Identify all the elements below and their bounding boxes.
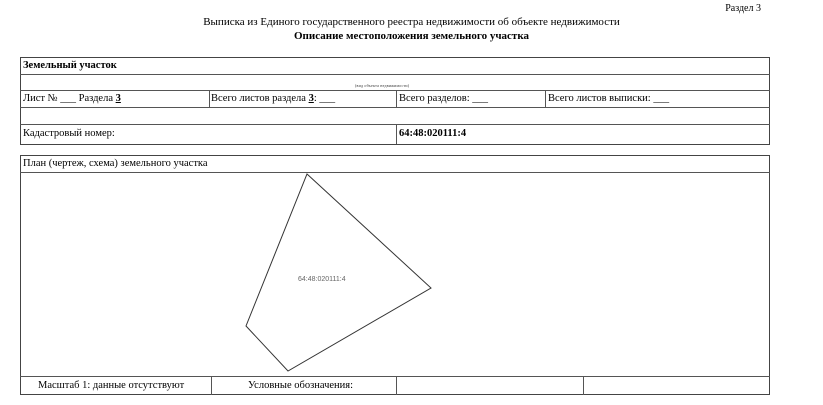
sheet-number-label: Лист № ___ Раздела [23,93,113,104]
scale-text: Масштаб 1: данные отсутствуют [38,380,185,391]
total-extract-sheets: Всего листов выписки: ___ [548,93,670,104]
object-type-caption: (вид объекта недвижимости) [355,83,410,88]
object-type: Земельный участок [23,60,117,71]
legend-label: Условные обозначения: [248,380,354,391]
document-title: Выписка из Единого государственного реестра недвижимости об объекте недвижимости [203,16,620,28]
parcel-outline [246,174,431,371]
cadastral-label: Кадастровый номер: [23,128,115,139]
total-section-value: 3 [308,93,314,104]
total-section-label: Всего листов раздела [211,93,306,104]
total-sections: Всего разделов: ___ [399,93,488,104]
section-number: Раздел 3 [725,3,761,14]
sheet-section-value: 3 [115,93,121,104]
cadastral-value: 64:48:020111:4 [399,128,467,139]
plan-title: План (чертеж, схема) земельного участка [23,158,208,169]
total-section-suffix: : ___ [313,93,336,104]
document-subtitle: Описание местоположения земельного участка [293,30,530,42]
parcel-label: 64:48:020111:4 [298,276,346,283]
